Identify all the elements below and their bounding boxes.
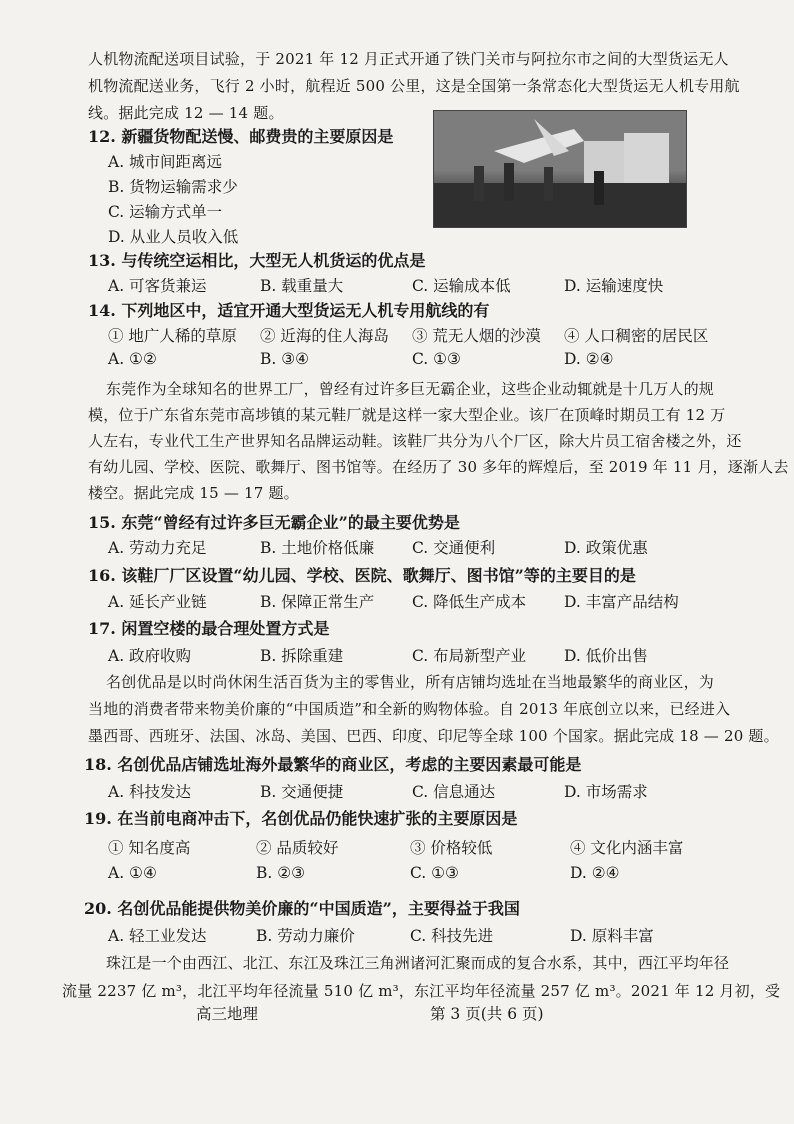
passage1-line-3: 线。据此完成 12 — 14 题。 (88, 104, 284, 122)
q18-option-a[interactable]: A. 科技发达 (108, 783, 192, 801)
q20-option-d[interactable]: D. 原料丰富 (570, 927, 654, 945)
q19-stem: 19. 在当前电商冲击下，名创优品仍能快速扩张的主要原因是 (84, 809, 518, 828)
q14-option-b[interactable]: B. ③④ (260, 350, 310, 368)
q14-option-a[interactable]: A. ①② (108, 350, 157, 368)
q19-option-b[interactable]: B. ②③ (256, 864, 306, 882)
q13-option-c[interactable]: C. 运输成本低 (412, 277, 511, 295)
passage2-line-3: 人左右，专业代工生产世界知名品牌运动鞋。该鞋厂共分为八个厂区，除大片员工宿舍楼之外，还 (88, 432, 742, 450)
q12-option-a[interactable]: A. 城市间距离远 (108, 153, 223, 171)
q20-option-a[interactable]: A. 轻工业发达 (108, 927, 207, 945)
q16-stem: 16. 该鞋厂厂区设置“幼儿园、学校、医院、歌舞厅、图书馆”等的主要目的是 (88, 566, 636, 585)
q12-stem: 12. 新疆货物配送慢、邮费贵的主要原因是 (88, 127, 394, 146)
q20-option-c[interactable]: C. 科技先进 (410, 927, 494, 945)
q19-option-c[interactable]: C. ①③ (410, 864, 459, 882)
q14-item-2: ② 近海的住人海岛 (260, 327, 389, 345)
passage1-line-2: 机物流配送业务，飞行 2 小时，航程近 500 公里，这是全国第一条常态化大型货运无人机专用航 (88, 77, 740, 95)
passage2-line-5: 楼空。据此完成 15 — 17 题。 (88, 484, 299, 502)
q17-option-b[interactable]: B. 拆除重建 (260, 647, 344, 665)
q13-stem: 13. 与传统空运相比，大型无人机货运的优点是 (88, 251, 426, 270)
q13-option-a[interactable]: A. 可客货兼运 (108, 277, 207, 295)
passage2-line-1: 东莞作为全球知名的世界工厂，曾经有过许多巨无霸企业，这些企业动辄就是十几万人的规 (106, 380, 715, 398)
q18-option-b[interactable]: B. 交通便捷 (260, 783, 344, 801)
q14-item-4: ④ 人口稠密的居民区 (564, 327, 709, 345)
q15-option-b[interactable]: B. 土地价格低廉 (260, 539, 375, 557)
passage1-line-1: 人机物流配送项目试验，于 2021 年 12 月正式开通了铁门关市与阿拉尔市之间的大型货运无人 (88, 50, 729, 68)
q17-stem: 17. 闲置空楼的最合理处置方式是 (88, 619, 330, 638)
drone-cargo-photo (433, 110, 687, 228)
footer-page-number: 第 3 页(共 6 页) (430, 1005, 544, 1023)
q15-stem: 15. 东莞“曾经有过许多巨无霸企业”的最主要优势是 (88, 513, 460, 532)
passage3-line-2: 当地的消费者带来物美价廉的“中国质造”和全新的购物体验。自 2013 年底创立以来，已经进入 (88, 700, 731, 718)
drone-photo-illustration (434, 111, 686, 227)
q19-item-2: ② 品质较好 (256, 839, 339, 857)
q19-option-d[interactable]: D. ②④ (570, 864, 620, 882)
passage3-line-1: 名创优品是以时尚休闲生活百货为主的零售业，所有店铺均选址在当地最繁华的商业区，为 (106, 673, 715, 691)
q19-item-3: ③ 价格较低 (410, 839, 493, 857)
q17-option-d[interactable]: D. 低价出售 (564, 647, 648, 665)
passage2-line-4: 有幼儿园、学校、医院、歌舞厅、图书馆等。在经历了 30 多年的辉煌后，至 2019 年 11 月，逐渐人去 (88, 458, 789, 476)
q18-option-c[interactable]: C. 信息通达 (412, 783, 496, 801)
q18-stem: 18. 名创优品店铺选址海外最繁华的商业区，考虑的主要因素最可能是 (84, 755, 582, 774)
q14-option-d[interactable]: D. ②④ (564, 350, 614, 368)
q12-option-c[interactable]: C. 运输方式单一 (108, 203, 223, 221)
q19-item-1: ① 知名度高 (108, 839, 191, 857)
q16-option-b[interactable]: B. 保障正常生产 (260, 593, 375, 611)
q17-option-a[interactable]: A. 政府收购 (108, 647, 192, 665)
q13-option-b[interactable]: B. 载重量大 (260, 277, 344, 295)
passage4-line-2: 流量 2237 亿 m³，北江平均年径流量 510 亿 m³，东江平均年径流量 257 亿 m³。2021 年 12 月初，受 (62, 982, 781, 1000)
q13-option-d[interactable]: D. 运输速度快 (564, 277, 664, 295)
q20-option-b[interactable]: B. 劳动力廉价 (256, 927, 355, 945)
q18-option-d[interactable]: D. 市场需求 (564, 783, 648, 801)
q15-option-a[interactable]: A. 劳动力充足 (108, 539, 207, 557)
q16-option-d[interactable]: D. 丰富产品结构 (564, 593, 679, 611)
q14-option-c[interactable]: C. ①③ (412, 350, 461, 368)
q16-option-c[interactable]: C. 降低生产成本 (412, 593, 527, 611)
q17-option-c[interactable]: C. 布局新型产业 (412, 647, 527, 665)
q16-option-a[interactable]: A. 延长产业链 (108, 593, 207, 611)
q20-stem: 20. 名创优品能提供物美价廉的“中国质造”，主要得益于我国 (84, 899, 520, 918)
passage4-line-1: 珠江是一个由西江、北江、东江及珠江三角洲诸河汇聚而成的复合水系，其中，西江平均年径 (106, 954, 730, 972)
q14-stem: 14. 下列地区中，适宜开通大型货运无人机专用航线的有 (88, 301, 490, 320)
q15-option-c[interactable]: C. 交通便利 (412, 539, 496, 557)
q15-option-d[interactable]: D. 政策优惠 (564, 539, 648, 557)
q12-option-b[interactable]: B. 货物运输需求少 (108, 178, 238, 196)
footer-subject: 高三地理 (196, 1005, 259, 1023)
q19-option-a[interactable]: A. ①④ (108, 864, 157, 882)
q14-item-3: ③ 荒无人烟的沙漠 (412, 327, 541, 345)
passage3-line-3: 墨西哥、西班牙、法国、冰岛、美国、巴西、印度、印尼等全球 100 个国家。据此完成 18 — 20 题。 (88, 727, 779, 745)
passage2-line-2: 模，位于广东省东莞市高埗镇的某元鞋厂就是这样一家大型企业。该厂在顶峰时期员工有 12 万 (88, 406, 726, 424)
q12-option-d[interactable]: D. 从业人员收入低 (108, 228, 239, 246)
q14-item-1: ① 地广人稀的草原 (108, 327, 237, 345)
q19-item-4: ④ 文化内涵丰富 (570, 839, 684, 857)
